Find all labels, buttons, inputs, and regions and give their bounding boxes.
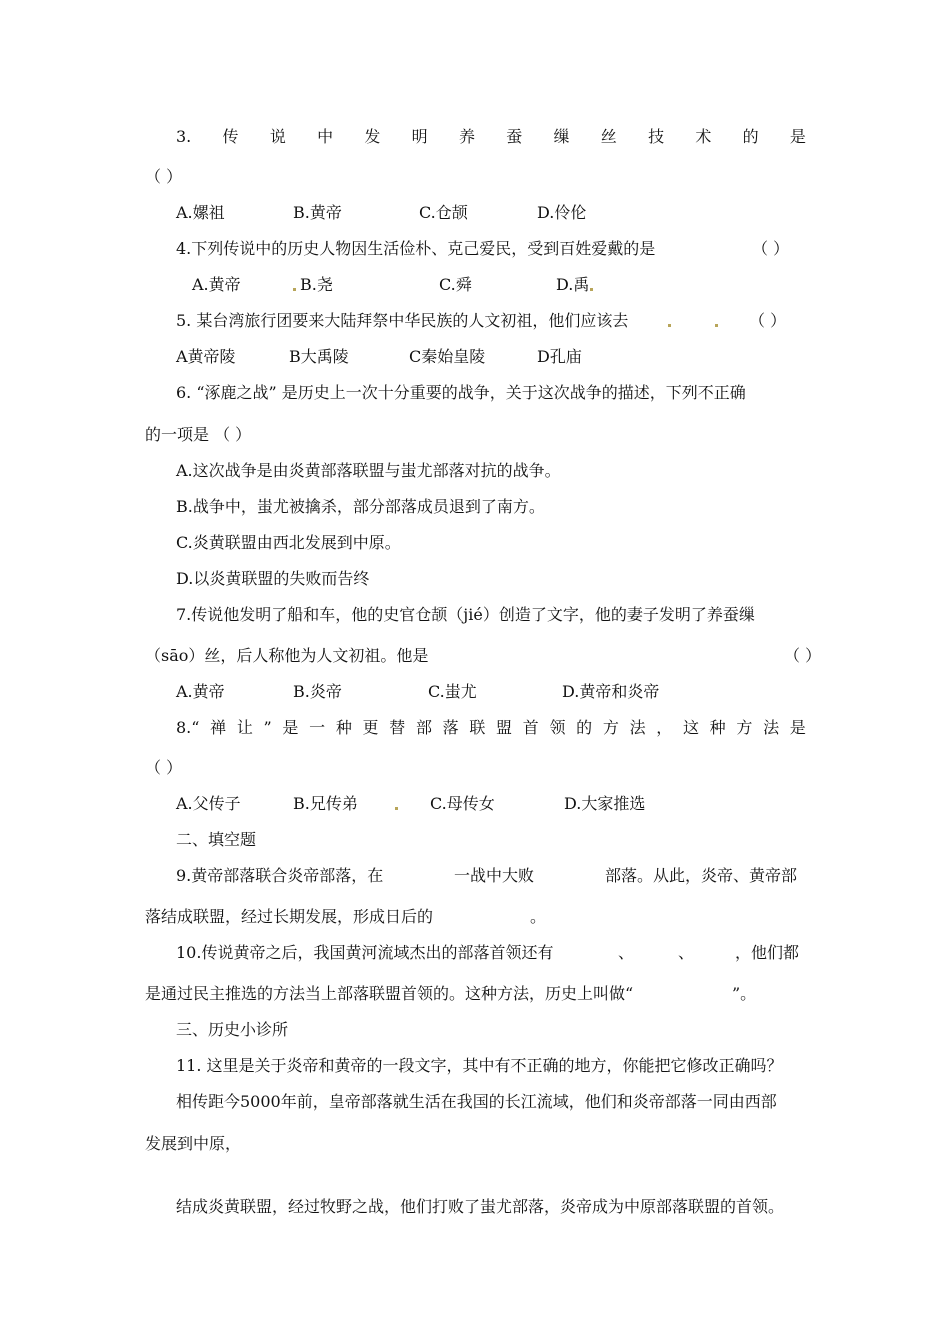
q11-paragraph-line3: 结成炎黄联盟，经过牧野之战，他们打败了蚩尤部落，炎帝成为中原部落联盟的首领。 xyxy=(176,1197,785,1216)
q8-char: 部 xyxy=(415,718,432,737)
q4-option-c: C.舜 xyxy=(439,275,472,294)
q8-char: 种 xyxy=(709,718,726,737)
q11-paragraph-line1: 相传距今5000年前，皇帝部落就生活在我国的长江流域，他们和炎帝部落一同由西部 xyxy=(176,1092,777,1111)
section-heading-fill-in: 二、填空题 xyxy=(176,830,257,849)
q7-option-a: A.黄帝 xyxy=(176,682,225,701)
q8-char: 法 xyxy=(629,718,646,737)
q5-option-a: A黄帝陵 xyxy=(176,347,236,366)
q8-char: 是 xyxy=(789,718,806,737)
q3-option-d: D.伶伦 xyxy=(537,203,587,222)
q3-stem xyxy=(176,127,806,147)
q3-option-c: C.仓颉 xyxy=(419,203,468,222)
marker-dot xyxy=(668,324,671,327)
q9-text-2: 一战中大败 xyxy=(454,866,535,885)
q10-text-1: 10.传说黄帝之后，我国黄河流域杰出的部落首领还有 xyxy=(176,943,554,962)
q8-char: 方 xyxy=(736,718,753,737)
q8-char: 更 xyxy=(362,718,379,737)
q6-stem-line2: 的一项是 （ ） xyxy=(145,425,252,444)
q3-char: 的 xyxy=(742,127,759,146)
q10-sep-1: 、 xyxy=(618,943,635,962)
q3-char: 是 xyxy=(789,127,806,146)
q3-char: 发 xyxy=(364,127,381,146)
q8-option-b: B.兄传弟 xyxy=(293,794,358,813)
q6-option-d: D.以炎黄联盟的失败而告终 xyxy=(176,569,370,588)
q9-text-1: 9.黄帝部落联合炎帝部落，在 xyxy=(176,866,384,885)
q9-text-5: 。 xyxy=(530,907,547,926)
q3-char: 中 xyxy=(317,127,334,146)
q8-char: 是 xyxy=(282,718,299,737)
q4-option-a: A.黄帝 xyxy=(192,275,241,294)
q8-char: 盟 xyxy=(496,718,513,737)
q3-char: 蚕 xyxy=(506,127,523,146)
q3-char: 养 xyxy=(458,127,475,146)
q4-paren: （ ） xyxy=(752,239,790,258)
q8-char: 这 xyxy=(682,718,699,737)
q3-option-b: B.黄帝 xyxy=(293,203,342,222)
q11-stem: 11. 这里是关于炎帝和黄帝的一段文字，其中有不正确的地方，你能把它修改正确吗？ xyxy=(176,1056,783,1075)
q3-char: 传 xyxy=(222,127,239,146)
q4-stem: 4.下列传说中的历史人物因生活俭朴、克己爱民，受到百姓爱戴的是 xyxy=(176,239,656,258)
q3-char: 技 xyxy=(648,127,665,146)
q10-sep-2: 、 xyxy=(678,943,695,962)
q7-option-c: C.蚩尤 xyxy=(428,682,477,701)
q3-option-a: A.嫘祖 xyxy=(176,203,225,222)
q4-option-d: D.禹 xyxy=(556,275,590,294)
q10-text-2: ，他们都 xyxy=(735,943,800,962)
q7-paren: （ ） xyxy=(784,646,822,665)
q8-char: 落 xyxy=(442,718,459,737)
q7-stem-line2: （sāo）丝，后人称他为人文初祖。他是 xyxy=(145,646,429,665)
q8-char: 一 xyxy=(309,718,326,737)
q8-char: 首 xyxy=(522,718,539,737)
q3-paren: （ ） xyxy=(145,167,183,186)
q6-option-b: B.战争中，蚩尤被擒杀，部分部落成员退到了南方。 xyxy=(176,497,545,516)
marker-dot xyxy=(395,807,398,810)
q5-option-d: D孔庙 xyxy=(537,347,582,366)
marker-dot xyxy=(715,324,718,327)
q8-stem xyxy=(176,718,806,738)
q8-char: ” xyxy=(263,718,272,737)
q7-option-d: D.黄帝和炎帝 xyxy=(562,682,660,701)
q3-char: 3. xyxy=(176,127,192,146)
q11-paragraph-line2: 发展到中原， xyxy=(145,1134,242,1153)
q5-paren: （ ） xyxy=(749,311,787,330)
q4-option-b: B.尧 xyxy=(300,275,333,294)
q9-text-3: 部落。从此，炎帝、黄帝部 xyxy=(605,866,798,885)
q8-char: 领 xyxy=(549,718,566,737)
q8-char: 让 xyxy=(236,718,253,737)
q8-char: 替 xyxy=(389,718,406,737)
q8-option-d: D.大家推选 xyxy=(564,794,646,813)
q5-stem: 5. 某台湾旅行团要来大陆拜祭中华民族的人文初祖，他们应该去 xyxy=(176,311,629,330)
q6-option-c: C.炎黄联盟由西北发展到中原。 xyxy=(176,533,401,552)
q8-char: 的 xyxy=(576,718,593,737)
q8-char: 联 xyxy=(469,718,486,737)
marker-dot xyxy=(590,288,593,291)
q10-text-3: 是通过民主推选的方法当上部落联盟首领的。这种方法，历史上叫做“ xyxy=(145,984,634,1003)
q7-option-b: B.炎帝 xyxy=(293,682,342,701)
q8-char: 种 xyxy=(335,718,352,737)
q10-text-4: ”。 xyxy=(732,984,757,1003)
q8-option-a: A.父传子 xyxy=(176,794,241,813)
q6-stem-line1: 6. “涿鹿之战” 是历史上一次十分重要的战争，关于这次战争的描述，下列不正确 xyxy=(176,383,746,402)
q8-char: 方 xyxy=(602,718,619,737)
q3-char: 缫 xyxy=(553,127,570,146)
section-heading-clinic: 三、历史小诊所 xyxy=(176,1020,289,1039)
q8-paren: （ ） xyxy=(145,758,183,777)
q8-char: 禅 xyxy=(210,718,227,737)
q3-char: 术 xyxy=(695,127,712,146)
q5-option-c: C秦始皇陵 xyxy=(409,347,486,366)
q6-option-a: A.这次战争是由炎黄部落联盟与蚩尤部落对抗的战争。 xyxy=(176,461,561,480)
q8-char: 8.“ xyxy=(176,718,200,737)
q7-stem-line1: 7.传说他发明了船和车，他的史官仓颉（jié）创造了文字，他的妻子发明了养蚕缫 xyxy=(176,605,755,624)
q8-char: ， xyxy=(656,718,673,737)
marker-dot xyxy=(293,288,296,291)
q3-char: 明 xyxy=(411,127,428,146)
q3-char: 说 xyxy=(269,127,286,146)
q8-option-c: C.母传女 xyxy=(430,794,495,813)
q3-char: 丝 xyxy=(600,127,617,146)
q9-text-4: 落结成联盟，经过长期发展，形成日后的 xyxy=(145,907,434,926)
q8-char: 法 xyxy=(763,718,780,737)
q5-option-b: B大禹陵 xyxy=(289,347,349,366)
